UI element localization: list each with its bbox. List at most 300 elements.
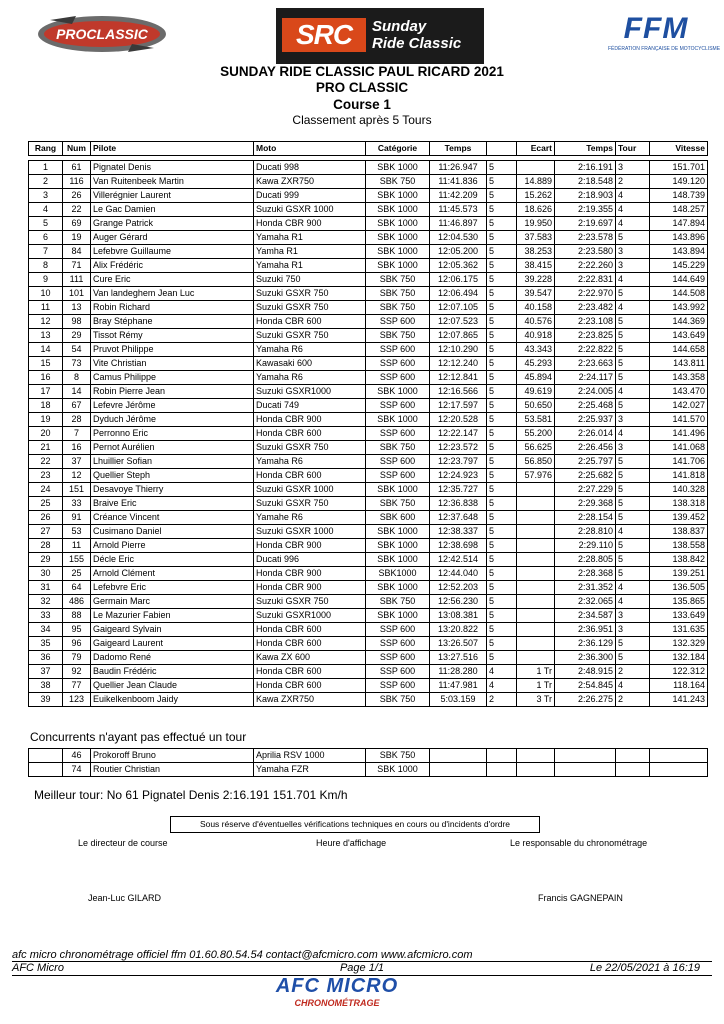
cell-pilote: Vite Christian xyxy=(91,357,254,371)
cell-meilleur-temps xyxy=(555,763,616,777)
cell-ecart: 45.293 xyxy=(517,357,555,371)
cell-meilleur-temps: 2:23.108 xyxy=(555,315,616,329)
cell-laps: 5 xyxy=(487,273,517,287)
cell-pilote: Gaigeard Sylvain xyxy=(91,623,254,637)
cell-ecart: 49.619 xyxy=(517,385,555,399)
col-header-tour: Tour xyxy=(616,142,650,156)
cell-laps: 5 xyxy=(487,497,517,511)
src-logo-text xyxy=(372,18,461,52)
cell-moto: Ducati 998 xyxy=(254,161,366,175)
cell-meilleur-temps: 2:34.587 xyxy=(555,609,616,623)
cell-laps: 5 xyxy=(487,329,517,343)
cell-num: 79 xyxy=(63,651,91,665)
cell-temps: 12:17.597 xyxy=(430,399,487,413)
cell-temps: 12:06.175 xyxy=(430,273,487,287)
cell-temps: 12:52.203 xyxy=(430,581,487,595)
cell-ecart xyxy=(517,511,555,525)
cell-num: 123 xyxy=(63,693,91,707)
cell-moto: Suzuki 750 xyxy=(254,273,366,287)
table-row xyxy=(29,161,708,175)
table-row xyxy=(29,189,708,203)
cell-moto: Yamahe R6 xyxy=(254,511,366,525)
cell-num: 46 xyxy=(63,749,91,763)
cell-rang: 36 xyxy=(29,651,63,665)
col-header-categorie: Catégorie xyxy=(366,142,430,156)
cell-meilleur-tour: 5 xyxy=(616,343,650,357)
cell-pilote: Dyduch Jérôme xyxy=(91,413,254,427)
cell-laps xyxy=(487,763,517,777)
cell-pilote: Germain Marc xyxy=(91,595,254,609)
cell-categorie: SBK 750 xyxy=(366,273,430,287)
cell-temps: 12:36.838 xyxy=(430,497,487,511)
cell-moto: Yamaha R6 xyxy=(254,343,366,357)
cell-meilleur-tour: 4 xyxy=(616,203,650,217)
cell-rang: 29 xyxy=(29,553,63,567)
cell-meilleur-temps: 2:25.468 xyxy=(555,399,616,413)
table-row xyxy=(29,245,708,259)
cell-vitesse: 122.312 xyxy=(650,665,708,679)
cell-vitesse: 143.811 xyxy=(650,357,708,371)
cell-ecart: 40.158 xyxy=(517,301,555,315)
proclassic-logo-text: PROCLASSIC xyxy=(56,26,148,42)
cell-ecart: 39.547 xyxy=(517,287,555,301)
cell-num: 33 xyxy=(63,497,91,511)
table-row xyxy=(29,679,708,693)
cell-vitesse: 144.508 xyxy=(650,287,708,301)
cell-meilleur-temps: 2:22.831 xyxy=(555,273,616,287)
cell-rang xyxy=(29,749,63,763)
cell-vitesse xyxy=(650,763,708,777)
cell-categorie: SBK 1000 xyxy=(366,189,430,203)
table-row xyxy=(29,371,708,385)
cell-ecart: 40.918 xyxy=(517,329,555,343)
cell-meilleur-tour: 4 xyxy=(616,595,650,609)
cell-moto: Kawa ZXR750 xyxy=(254,693,366,707)
cell-vitesse: 143.470 xyxy=(650,385,708,399)
cell-temps: 5:03.159 xyxy=(430,693,487,707)
cell-moto: Honda CBR 600 xyxy=(254,427,366,441)
cell-ecart xyxy=(517,763,555,777)
cell-meilleur-tour: 5 xyxy=(616,371,650,385)
table-row xyxy=(29,301,708,315)
cell-meilleur-temps: 2:26.014 xyxy=(555,427,616,441)
cell-rang: 31 xyxy=(29,581,63,595)
cell-laps: 5 xyxy=(487,259,517,273)
cell-pilote: Routier Christian xyxy=(91,763,254,777)
cell-laps: 5 xyxy=(487,455,517,469)
cell-meilleur-temps: 2:19.355 xyxy=(555,203,616,217)
cell-pilote: Van Ruitenbeek Martin xyxy=(91,175,254,189)
cell-moto: Aprilia RSV 1000 xyxy=(254,749,366,763)
table-row xyxy=(29,427,708,441)
cell-categorie: SBK 1000 xyxy=(366,385,430,399)
cell-meilleur-temps: 2:25.682 xyxy=(555,469,616,483)
cell-meilleur-tour: 5 xyxy=(616,455,650,469)
cell-categorie: SBK 750 xyxy=(366,329,430,343)
cell-num: 14 xyxy=(63,385,91,399)
cell-rang: 9 xyxy=(29,273,63,287)
cell-temps: 11:42.209 xyxy=(430,189,487,203)
cell-laps: 5 xyxy=(487,483,517,497)
cell-vitesse: 144.649 xyxy=(650,273,708,287)
cell-num: 73 xyxy=(63,357,91,371)
cell-categorie: SBK 1000 xyxy=(366,203,430,217)
cell-meilleur-tour: 3 xyxy=(616,413,650,427)
cell-vitesse: 144.658 xyxy=(650,343,708,357)
cell-temps: 12:05.362 xyxy=(430,259,487,273)
col-header-temps-tour: Temps xyxy=(555,142,616,156)
cell-vitesse: 133.649 xyxy=(650,609,708,623)
cell-moto: Suzuki GSXR 750 xyxy=(254,301,366,315)
table-row xyxy=(29,525,708,539)
cell-num: 74 xyxy=(63,763,91,777)
cell-meilleur-temps: 2:28.805 xyxy=(555,553,616,567)
cell-moto: Honda CBR 600 xyxy=(254,469,366,483)
cell-ecart: 19.950 xyxy=(517,217,555,231)
cell-meilleur-temps: 2:36.951 xyxy=(555,623,616,637)
cell-num: 151 xyxy=(63,483,91,497)
cell-num: 13 xyxy=(63,301,91,315)
cell-temps: 11:41.836 xyxy=(430,175,487,189)
cell-laps: 5 xyxy=(487,161,517,175)
cell-pilote: Arnold Clément xyxy=(91,567,254,581)
cell-laps: 5 xyxy=(487,217,517,231)
cell-laps: 5 xyxy=(487,189,517,203)
cell-rang xyxy=(29,763,63,777)
cell-temps: 12:44.040 xyxy=(430,567,487,581)
cell-rang: 17 xyxy=(29,385,63,399)
cell-meilleur-temps: 2:32.065 xyxy=(555,595,616,609)
col-header-vitesse: Vitesse xyxy=(650,142,708,156)
cell-meilleur-temps: 2:19.697 xyxy=(555,217,616,231)
cell-laps: 5 xyxy=(487,399,517,413)
cell-rang: 11 xyxy=(29,301,63,315)
cell-moto: Suzuki GSXR 750 xyxy=(254,287,366,301)
cell-moto: Suzuki GSXR 1000 xyxy=(254,203,366,217)
cell-temps: 12:06.494 xyxy=(430,287,487,301)
cell-num: 7 xyxy=(63,427,91,441)
cell-laps: 5 xyxy=(487,441,517,455)
cell-num: 53 xyxy=(63,525,91,539)
table-row xyxy=(29,497,708,511)
cell-moto: Kawasaki 600 xyxy=(254,357,366,371)
cell-meilleur-tour: 5 xyxy=(616,399,650,413)
cell-pilote: Décle Eric xyxy=(91,553,254,567)
cell-ecart xyxy=(517,609,555,623)
cell-pilote: Pignatel Denis xyxy=(91,161,254,175)
cell-meilleur-temps: 2:28.154 xyxy=(555,511,616,525)
cell-meilleur-temps: 2:25.937 xyxy=(555,413,616,427)
table-row xyxy=(29,553,708,567)
cell-temps: 12:12.841 xyxy=(430,371,487,385)
cell-laps: 5 xyxy=(487,651,517,665)
cell-rang: 14 xyxy=(29,343,63,357)
table-row xyxy=(29,315,708,329)
cell-temps: 12:12.240 xyxy=(430,357,487,371)
cell-rang: 24 xyxy=(29,483,63,497)
cell-meilleur-tour: 4 xyxy=(616,301,650,315)
cell-moto: Suzuki GSXR 1000 xyxy=(254,483,366,497)
cell-meilleur-temps: 2:29.110 xyxy=(555,539,616,553)
results-header-row xyxy=(29,142,708,156)
cell-ecart xyxy=(517,497,555,511)
cell-rang: 5 xyxy=(29,217,63,231)
src-logo-line-1: Sunday xyxy=(372,18,427,35)
race-title: Course 1 xyxy=(333,97,391,112)
cell-meilleur-tour: 5 xyxy=(616,497,650,511)
cell-pilote: Lefevre Jérôme xyxy=(91,399,254,413)
cell-pilote: Quellier Steph xyxy=(91,469,254,483)
cell-categorie: SBK 1000 xyxy=(366,259,430,273)
cell-vitesse: 142.027 xyxy=(650,399,708,413)
cell-rang: 28 xyxy=(29,539,63,553)
table-row xyxy=(29,385,708,399)
cell-rang: 33 xyxy=(29,609,63,623)
table-row xyxy=(29,511,708,525)
cell-meilleur-temps: 2:22.822 xyxy=(555,343,616,357)
cell-moto: Honda CBR 600 xyxy=(254,637,366,651)
footer-date: Le 22/05/2021 à 16:19 xyxy=(589,962,700,974)
cell-moto: Yamha R1 xyxy=(254,245,366,259)
cell-vitesse: 139.452 xyxy=(650,511,708,525)
cell-num: 98 xyxy=(63,315,91,329)
cell-num: 95 xyxy=(63,623,91,637)
cell-ecart: 50.650 xyxy=(517,399,555,413)
cell-vitesse: 132.329 xyxy=(650,637,708,651)
cell-ecart: 57.976 xyxy=(517,469,555,483)
cell-ecart: 38.253 xyxy=(517,245,555,259)
cell-meilleur-tour: 2 xyxy=(616,693,650,707)
cell-temps: 12:04.530 xyxy=(430,231,487,245)
cell-meilleur-tour: 5 xyxy=(616,637,650,651)
cell-vitesse: 141.496 xyxy=(650,427,708,441)
cell-ecart xyxy=(517,651,555,665)
cell-meilleur-tour: 5 xyxy=(616,287,650,301)
cell-categorie: SBK 750 xyxy=(366,441,430,455)
cell-meilleur-tour: 5 xyxy=(616,511,650,525)
table-row xyxy=(29,693,708,707)
cell-moto: Suzuki GSXR1000 xyxy=(254,609,366,623)
cell-moto: Yamaha R1 xyxy=(254,259,366,273)
cell-ecart: 1 Tr xyxy=(517,665,555,679)
cell-meilleur-tour: 4 xyxy=(616,217,650,231)
cell-vitesse: 141.818 xyxy=(650,469,708,483)
cell-vitesse: 138.558 xyxy=(650,539,708,553)
cell-meilleur-tour: 3 xyxy=(616,609,650,623)
cell-pilote: Tissot Rémy xyxy=(91,329,254,343)
afc-logo-subtext: CHRONOMÉTRAGE xyxy=(294,998,380,1008)
cell-num: 28 xyxy=(63,413,91,427)
cell-meilleur-tour: 3 xyxy=(616,161,650,175)
cell-vitesse: 144.369 xyxy=(650,315,708,329)
cell-rang: 26 xyxy=(29,511,63,525)
cell-ecart: 39.228 xyxy=(517,273,555,287)
cell-vitesse: 145.229 xyxy=(650,259,708,273)
cell-categorie: SSP 600 xyxy=(366,357,430,371)
cell-laps xyxy=(487,749,517,763)
cell-num: 54 xyxy=(63,343,91,357)
cell-rang: 20 xyxy=(29,427,63,441)
cell-moto: Ducati 999 xyxy=(254,189,366,203)
src-badge: SRC xyxy=(282,18,366,52)
cell-categorie: SSP 600 xyxy=(366,427,430,441)
cell-laps: 5 xyxy=(487,623,517,637)
cell-temps: 12:10.290 xyxy=(430,343,487,357)
cell-temps: 12:38.698 xyxy=(430,539,487,553)
cell-laps: 5 xyxy=(487,315,517,329)
cell-temps: 12:07.105 xyxy=(430,301,487,315)
cell-meilleur-temps: 2:54.845 xyxy=(555,679,616,693)
cell-laps: 4 xyxy=(487,665,517,679)
non-starters-title: Concurrents n'ayant pas effectué un tour xyxy=(30,730,247,744)
classification-subtitle: Classement après 5 Tours xyxy=(292,113,432,127)
cell-vitesse: 149.120 xyxy=(650,175,708,189)
cell-vitesse xyxy=(650,749,708,763)
ffm-logo-subtext: FÉDÉRATION FRANÇAISE DE MOTOCYCLISME xyxy=(608,46,721,52)
cell-num: 91 xyxy=(63,511,91,525)
director-label: Le directeur de course xyxy=(78,838,168,848)
col-header-laps xyxy=(487,142,517,156)
reserve-notice: Sous réserve d'éventuelles vérifications techniques en cours ou d'incidents d'ordre xyxy=(170,816,540,833)
table-row xyxy=(29,483,708,497)
col-header-moto: Moto xyxy=(254,142,366,156)
cell-rang: 34 xyxy=(29,623,63,637)
cell-laps: 5 xyxy=(487,413,517,427)
cell-meilleur-temps xyxy=(555,749,616,763)
cell-pilote: Alix Frédéric xyxy=(91,259,254,273)
cell-categorie: SSP 600 xyxy=(366,399,430,413)
cell-categorie: SBK 1000 xyxy=(366,539,430,553)
cell-rang: 27 xyxy=(29,525,63,539)
cell-temps: 12:35.727 xyxy=(430,483,487,497)
cell-pilote: Bray Stéphane xyxy=(91,315,254,329)
cell-rang: 30 xyxy=(29,567,63,581)
cell-meilleur-temps: 2:28.368 xyxy=(555,567,616,581)
cell-rang: 25 xyxy=(29,497,63,511)
cell-meilleur-tour: 5 xyxy=(616,469,650,483)
cell-laps: 5 xyxy=(487,427,517,441)
cell-pilote: Grange Patrick xyxy=(91,217,254,231)
cell-moto: Honda CBR 600 xyxy=(254,623,366,637)
cell-categorie: SBK 750 xyxy=(366,175,430,189)
cell-rang: 35 xyxy=(29,637,63,651)
cell-meilleur-temps: 2:28.810 xyxy=(555,525,616,539)
cell-meilleur-tour: 4 xyxy=(616,189,650,203)
cell-temps: 12:24.923 xyxy=(430,469,487,483)
cell-laps: 2 xyxy=(487,693,517,707)
cell-rang: 3 xyxy=(29,189,63,203)
cell-temps: 12:23.572 xyxy=(430,441,487,455)
sunday-ride-classic-logo xyxy=(276,8,484,64)
cell-pilote: Lefebvre Eric xyxy=(91,581,254,595)
cell-rang: 15 xyxy=(29,357,63,371)
cell-laps: 5 xyxy=(487,287,517,301)
cell-vitesse: 138.318 xyxy=(650,497,708,511)
director-name: Jean-Luc GILARD xyxy=(88,893,162,903)
cell-ecart: 3 Tr xyxy=(517,693,555,707)
cell-temps: 11:28.280 xyxy=(430,665,487,679)
cell-rang: 39 xyxy=(29,693,63,707)
cell-vitesse: 143.992 xyxy=(650,301,708,315)
cell-ecart: 55.200 xyxy=(517,427,555,441)
cell-meilleur-tour: 4 xyxy=(616,385,650,399)
cell-laps: 5 xyxy=(487,581,517,595)
cell-moto: Ducati 996 xyxy=(254,553,366,567)
cell-moto: Suzuki GSXR1000 xyxy=(254,385,366,399)
cell-pilote: Cure Eric xyxy=(91,273,254,287)
ffm-logo-text: FFM xyxy=(623,12,689,45)
cell-temps: 11:46.897 xyxy=(430,217,487,231)
cell-temps: 12:38.337 xyxy=(430,525,487,539)
cell-vitesse: 140.328 xyxy=(650,483,708,497)
cell-temps: 12:23.797 xyxy=(430,455,487,469)
table-row xyxy=(29,441,708,455)
cell-meilleur-temps: 2:27.229 xyxy=(555,483,616,497)
cell-vitesse: 118.164 xyxy=(650,679,708,693)
cell-vitesse: 139.251 xyxy=(650,567,708,581)
cell-pilote: Baudin Frédéric xyxy=(91,665,254,679)
cell-moto: Kawa ZX 600 xyxy=(254,651,366,665)
cell-ecart xyxy=(517,581,555,595)
cell-pilote: Villerégnier Laurent xyxy=(91,189,254,203)
cell-meilleur-tour: 4 xyxy=(616,679,650,693)
cell-moto: Suzuki GSXR 750 xyxy=(254,595,366,609)
cell-ecart: 14.889 xyxy=(517,175,555,189)
non-starters-table xyxy=(28,748,708,777)
cell-meilleur-tour: 5 xyxy=(616,315,650,329)
cell-ecart xyxy=(517,161,555,175)
cell-categorie: SBK 600 xyxy=(366,511,430,525)
cell-num: 12 xyxy=(63,469,91,483)
cell-categorie: SSP 600 xyxy=(366,623,430,637)
table-row xyxy=(29,413,708,427)
cell-rang: 37 xyxy=(29,665,63,679)
cell-vitesse: 151.701 xyxy=(650,161,708,175)
cell-ecart: 1 Tr xyxy=(517,679,555,693)
cell-moto: Suzuki GSXR 750 xyxy=(254,497,366,511)
cell-num: 8 xyxy=(63,371,91,385)
cell-laps: 5 xyxy=(487,525,517,539)
cell-vitesse: 141.068 xyxy=(650,441,708,455)
cell-categorie: SSP 600 xyxy=(366,637,430,651)
cell-pilote: Lefebvre Guillaume xyxy=(91,245,254,259)
cell-temps: 12:42.514 xyxy=(430,553,487,567)
cell-num: 16 xyxy=(63,441,91,455)
cell-pilote: Créance Vincent xyxy=(91,511,254,525)
cell-categorie: SBK 750 xyxy=(366,287,430,301)
cell-laps: 5 xyxy=(487,385,517,399)
cell-meilleur-tour xyxy=(616,749,650,763)
timing-name: Francis GAGNEPAIN xyxy=(538,893,623,903)
cell-pilote: Quellier Jean Claude xyxy=(91,679,254,693)
cell-categorie: SBK 1000 xyxy=(366,413,430,427)
cell-pilote: Braive Eric xyxy=(91,497,254,511)
cell-pilote: Gaigeard Laurent xyxy=(91,637,254,651)
class-title: PRO CLASSIC xyxy=(315,80,409,95)
cell-ecart: 40.576 xyxy=(517,315,555,329)
cell-laps: 5 xyxy=(487,609,517,623)
cell-meilleur-tour xyxy=(616,763,650,777)
cell-ecart xyxy=(517,623,555,637)
table-row xyxy=(29,259,708,273)
cell-meilleur-tour: 4 xyxy=(616,581,650,595)
cell-meilleur-tour: 5 xyxy=(616,329,650,343)
cell-pilote: Desavoye Thierry xyxy=(91,483,254,497)
cell-meilleur-temps: 2:26.275 xyxy=(555,693,616,707)
cell-pilote: Le Mazurier Fabien xyxy=(91,609,254,623)
cell-laps: 5 xyxy=(487,357,517,371)
cell-ecart xyxy=(517,525,555,539)
